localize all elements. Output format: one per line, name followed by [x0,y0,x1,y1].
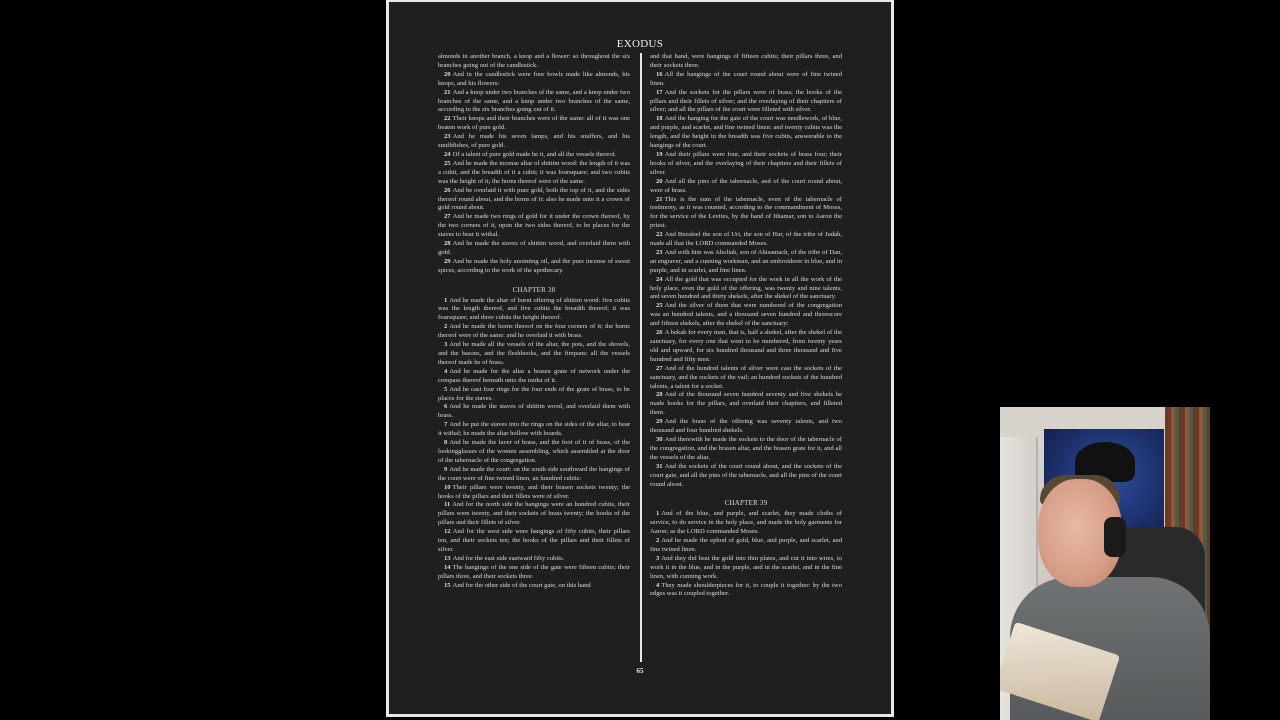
verse-text: And he made the altar of burnt offering of shittim wood: five cubits was the length thereof, and five cubits the breadth thereof; it was foursquare; and three cubits the height thereof. [438,296,630,322]
verse-number: 25 [444,159,451,167]
verse-text: All the gold that was occupied for the work in all the work of the holy place, even the gold of the offering, was twenty and nine talents, and seven hundred and thirty shekels, after the shekel of the sanctuary. [650,275,842,301]
verse-number: 27 [444,213,451,221]
verse-number: 22 [656,231,663,239]
verse-number: 1 [656,510,660,518]
verse [438,323,630,341]
verse-number: 3 [444,341,448,349]
verse-number: 14 [444,563,451,571]
verse [650,276,842,303]
verse-text: And he put the staves into the rings on the sides of the altar, to bear it withal; he made the altar hollow with boards. [438,421,630,438]
verse [438,297,630,324]
verse-text: And he made his seven lamps, and his snuffers, and his snuffdishes, of pure gold. [438,133,630,150]
verse [650,582,842,600]
verse-text: and that hand, were hangings of fifteen cubits; their pillars three, and their sockets three. [650,53,842,69]
verse-number: 29 [444,257,451,265]
verse [650,151,842,178]
verse-text: And he made the court: on the south side southward the hangings of the court were of fine twined linen, an hundred cubits: [438,465,630,482]
verse-text: And he made the laver of brass, and the foot of it of brass, of the lookingglasses of the women assembling, which assembled at the door of the tabernacle of the congregation. [438,439,630,464]
verse [438,501,630,528]
verse-text: And of the blue, and purple, and scarlet, they made cloths of service, to do service in the holy place, and made the holy garments for Aaron; as the LORD commanded Moses. [650,510,842,536]
bible-page [386,0,894,717]
verse-number: 8 [444,439,448,447]
verse [650,436,842,463]
verse-text: And for the east side eastward fifty cubits. [452,554,565,562]
verse-number: 28 [444,240,451,248]
verse [438,386,630,404]
verse [650,249,842,276]
verse-text: And for the west side were hangings of fifty cubits, their pillars ten, and their sockets ten; the hooks of the pillars and their fillets of silver. [438,528,630,553]
verse [650,196,842,232]
webcam-overlay [1000,407,1210,720]
verse-number: 20 [656,177,663,185]
verse-number: 26 [656,329,663,337]
verse [650,231,842,249]
verse-text: And in the candlestick were four bowls made like almonds, his knops, and his flowers: [438,70,630,87]
column-divider [640,53,642,662]
verse-text: And Bezaleel the son of Uri, the son of Hur, of the tribe of Judah, made all that the LORD commanded Moses. [650,231,842,248]
page-title: EXODUS [616,38,664,50]
webcam-headphones [1104,517,1126,557]
verse [650,53,842,71]
verse [438,484,630,502]
verse-number: 24 [656,275,663,283]
verse-text: All the hangings of the court round about were of fine twined linen. [650,70,842,87]
verse-number: 2 [444,323,448,331]
verse-text: And the silver of them that were numbered of the congregation was an hundred talents, and a thousand seven hundred and threescore and fifteen shekels, after the shekel of the sanctuary: [650,302,842,328]
verse [438,133,630,151]
verse-text: The hangings of the one side of the gate were fifteen cubits; their pillars three, and their sockets three. [438,563,630,580]
verse [438,582,630,591]
verse-text: This is the sum of the tabernacle, even of the tabernacle of testimony, as it was counted, according to the commandment of Moses, for the service of the Levites, by the hand of Ithamar, son to Aaron the priest. [650,195,842,230]
verse-number: 13 [444,554,451,562]
verse-number: 15 [444,581,451,589]
verse [438,187,630,214]
verse-number: 10 [444,483,451,491]
verse [438,368,630,386]
verse-number: 1 [444,296,448,304]
verse [650,418,842,436]
verse-number: 7 [444,421,448,429]
verse-number: 25 [656,302,663,310]
verse [650,510,842,537]
verse-text: Their knops and their branches were of the same: all of it was one beaten work of pure gold. [438,115,630,132]
verse-text: Of a talent of pure gold made he it, and all the vessels thereof. [452,150,617,158]
verse-text: And they did beat the gold into thin plates, and cut it into wires, to work it in the blue, and in the purple, and in the scarlet, and in the fine linen, with cunning work. [650,554,842,580]
verse-text: And he made for the altar a brasen grate of network under the compass thereof beneath unto the midst of it. [438,367,630,384]
verse-number: 31 [656,462,663,470]
verse-text: And for the other side of the court gate, on this hand [452,581,591,589]
verse-text: And he made the holy anointing oil, and the pure incense of sweet spices, according to the work of the apothecary. [438,257,630,274]
chapter-heading: CHAPTER 39 [724,499,768,508]
left-text-column [438,53,630,663]
verse-number: 4 [656,581,660,589]
verse-text: And for the north side the hangings were an hundred cubits, their pillars were twenty, and their sockets of brass twenty; the hooks of the pillars and their fillets of silver. [438,501,630,527]
verse-text: And he made the incense altar of shittim wood: the length of it was a cubit, and the breadth of it a cubit; it was foursquare; and two cubits was the height of it; the horns thereof were of the same. [438,159,630,185]
verse-text: And he made the staves of shittim wood, and overlaid them with brass. [438,403,630,420]
verse-text: And he made all the vessels of the altar, the pots, and the shovels, and the basons, and the fleshhooks, and the firepans: all the vessels thereof made he of brass. [438,341,630,366]
verse-number: 27 [656,364,663,372]
verse [438,403,630,421]
verse-number: 16 [656,70,663,78]
verse [650,365,842,392]
verse-number: 20 [444,70,451,78]
verse [650,555,842,582]
verse [650,178,842,196]
verse [650,537,842,555]
verse-text: Their pillars were twenty, and their brasen sockets twenty; the hooks of the pillars and their fillets were of silver. [438,483,630,500]
verse-number: 6 [444,403,448,411]
verse-text: And he made two rings of gold for it under the crown thereof, by the two corners of it, upon the two sides thereof, to be places for the staves to bear it withal. [438,213,630,239]
verse [438,439,630,466]
verse-text: And the hanging for the gate of the court was needlework, of blue, and purple, and scarlet, and fine twined linen: and twenty cubits was the length, and the height in the breadth was five cubits, answerable to the hangings of the court. [650,115,842,150]
verse [438,115,630,133]
verse [650,115,842,151]
verse-text: And their pillars were four, and their sockets of brass four; their hooks of silver, and the overlaying of their chapiters and their fillets of silver. [650,150,842,176]
verse-number: 5 [444,385,448,393]
verse-number: 2 [656,537,660,545]
verse [438,160,630,187]
verse-text: And therewith he made the sockets to the door of the tabernacle of the congregation, and the brasen altar, and the brasen grate for it, and all the vessels of the altar, [650,435,842,461]
right-text-column [650,53,842,663]
verse-number: 23 [444,133,451,141]
verse [438,258,630,276]
verse [650,89,842,116]
verse-text: And he overlaid it with pure gold, both the top of it, and the sides thereof round about, and the horns of it: also he made unto it a crown of gold round about. [438,186,630,212]
verse-number: 21 [656,195,663,203]
verse [438,151,630,160]
verse-text: And he cast four rings for the four ends of the grate of brass, to be places for the staves. [438,385,630,402]
verse-number: 12 [444,528,451,536]
verse [438,71,630,89]
verse [438,528,630,555]
verse [650,391,842,418]
verse-text: They made shoulderpieces for it, to couple it together: by the two edges was it coupled together. [650,581,842,598]
chapter-heading: CHAPTER 38 [512,285,556,294]
verse [438,564,630,582]
verse-text: And all the pins of the tabernacle, and of the court round about, were of brass. [650,177,842,194]
verse-text: And the sockets of the court round about, and the sockets of the court gate, and all the pins of the tabernacle, and all the pins of the court round about. [650,462,842,488]
verse-number: 9 [444,465,448,473]
verse [438,466,630,484]
verse [650,71,842,89]
verse-number: 30 [656,435,663,443]
verse-number: 24 [444,150,451,158]
verse [438,341,630,368]
verse-text: And a knop under two branches of the same, and a knop under two branches of the same, and a knop under two branches of the same, according to the six branches going out of it. [438,88,630,114]
verse [438,240,630,258]
verse-number: 4 [444,367,448,375]
verse-number: 18 [656,115,663,123]
verse-number: 22 [444,115,451,123]
verse [438,53,630,71]
verse [438,213,630,240]
verse-number: 26 [444,186,451,194]
verse [438,89,630,116]
verse-text: And of the hundred talents of silver were cast the sockets of the sanctuary, and the sockets of the vail; an hundred sockets of the hundred talents, a talent for a socket. [650,364,842,390]
verse [650,329,842,365]
verse-text: And he made the staves of shittim wood, and overlaid them with gold. [438,240,630,256]
verse-text: And the sockets for the pillars were of brass; the hooks of the pillars and their fillets of silver; and the overlaying of their chapiters of silver; and all the pillars of the court were filleted with silver. [650,88,842,114]
verse [438,555,630,564]
verse-number: 3 [656,554,660,562]
verse-text: And with him was Aholiab, son of Ahisamach, of the tribe of Dan, an engraver, and a cunning workman, and an embroiderer in blue, and in purple, and in scarlet, and fine linen. [650,248,842,274]
verse-text: almonds in another branch, a knop and a flower: so throughout the six branches going out of the candlestick. [438,53,630,69]
verse-number: 17 [656,88,663,96]
verse [438,421,630,439]
verse-number: 23 [656,248,663,256]
verse-text: A bekah for every man, that is, half a shekel, after the shekel of the sanctuary, for every one that went to be numbered, from twenty years old and upward, for six hundred thousand and three thousand and five hundred and fifty men. [650,329,842,363]
verse-text: And he made the ephod of gold, blue, and purple, and scarlet, and fine twined linen. [650,537,842,553]
verse [650,302,842,329]
verse [650,463,842,490]
verse-number: 28 [656,391,663,399]
verse-text: And he made the horns thereof on the four corners of it; the horns thereof were of the same: and he overlaid it with brass. [438,323,630,340]
page-number: 65 [636,667,644,675]
verse-text: And the brass of the offering was seventy talents, and two thousand and four hundred shekels. [650,418,842,435]
verse-number: 11 [444,501,451,509]
verse-number: 21 [444,88,451,96]
verse-text: And of the thousand seven hundred seventy and five shekels he made hooks for the pillars, and overlaid their chapiters, and filleted them. [650,391,842,417]
verse-number: 19 [656,150,663,158]
verse-number: 29 [656,418,663,426]
